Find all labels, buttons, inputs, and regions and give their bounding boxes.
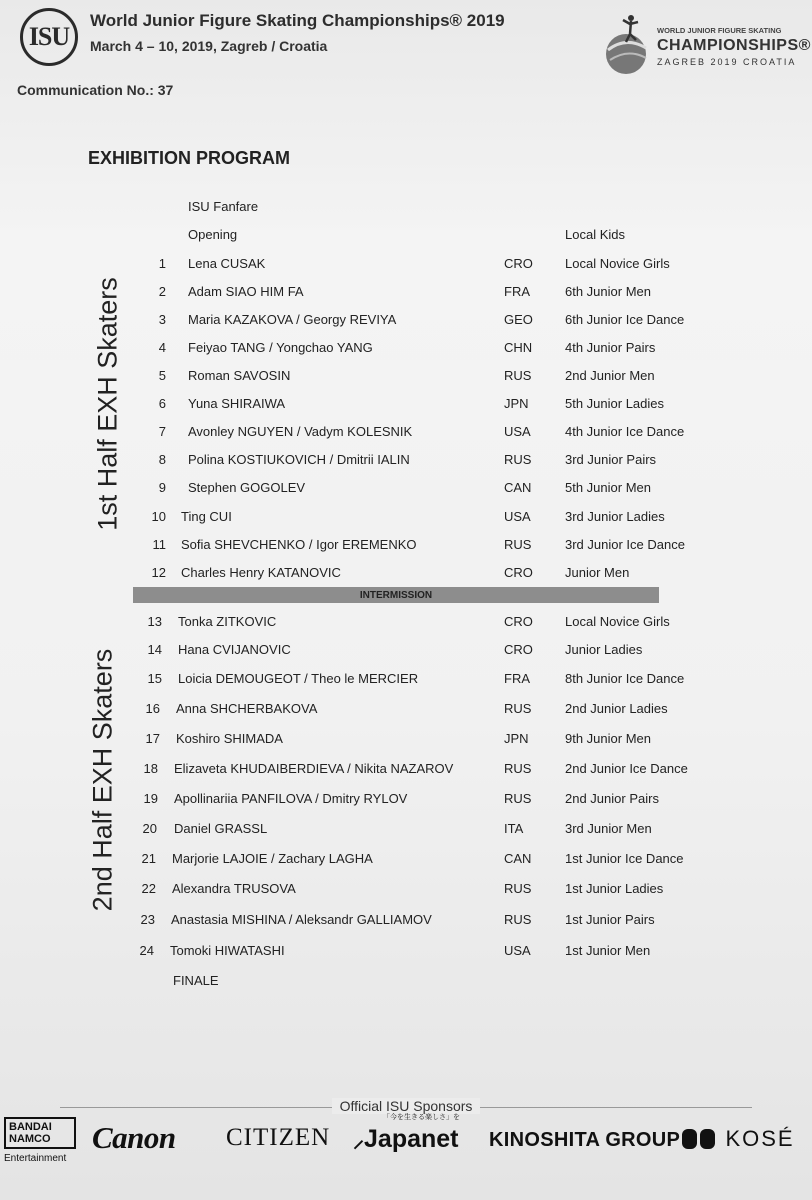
entry-nation: USA (504, 509, 531, 524)
entry-name: Ting CUI (181, 509, 232, 524)
entry-nation: CRO (504, 642, 533, 657)
entry-nation: USA (504, 424, 531, 439)
entry-name: Loicia DEMOUGEOT / Theo le MERCIER (178, 671, 419, 686)
second-half-label: 2nd Half EXH Skaters (87, 648, 118, 912)
entry-name: Lena CUSAK (188, 256, 266, 271)
entry-name: Charles Henry KATANOVIC (181, 565, 341, 580)
entry-result: 2nd Junior Ice Dance (565, 761, 688, 776)
entry-number: 15 (147, 671, 162, 686)
program-row (0, 642, 812, 662)
entry-result: 1st Junior Ice Dance (565, 851, 684, 866)
champ-logo-line2: CHAMPIONSHIPS® (657, 37, 811, 54)
entry-name: ISU Fanfare (188, 199, 259, 214)
entry-nation: USA (504, 943, 531, 958)
entry-name: Daniel GRASSL (174, 821, 268, 836)
entry-result: 4th Junior Pairs (565, 340, 656, 355)
entry-nation: ITA (504, 821, 524, 836)
entry-result: 3rd Junior Ladies (565, 509, 665, 524)
entry-result: 1st Junior Ladies (565, 881, 664, 896)
entry-result: 1st Junior Men (565, 943, 651, 958)
entry-result: 1st Junior Pairs (565, 912, 655, 927)
program-row (0, 537, 812, 557)
sponsors-title-text: Official ISU Sponsors (332, 1098, 481, 1114)
program-row (0, 973, 812, 993)
entry-name: Tomoki HIWATASHI (170, 943, 285, 958)
entry-name: Opening (188, 227, 238, 242)
entry-number: 1 (158, 256, 166, 271)
entry-number: 8 (158, 452, 166, 467)
entry-result: Junior Men (565, 565, 630, 580)
entry-result: Local Novice Girls (565, 256, 670, 271)
citizen-logo: CITIZEN (226, 1124, 331, 1151)
entry-name: Alexandra TRUSOVA (172, 881, 296, 896)
entry-number: 14 (147, 642, 162, 657)
program-row (0, 731, 812, 751)
kose-mark-left-icon (682, 1129, 697, 1149)
program-row (0, 671, 812, 691)
entry-result: 2nd Junior Pairs (565, 791, 659, 806)
entry-result: 2nd Junior Men (565, 368, 655, 383)
entry-number: 7 (158, 424, 166, 439)
entry-name: Avonley NGUYEN / Vadym KOLESNIK (188, 424, 413, 439)
entry-name: Elizaveta KHUDAIBERDIEVA / Nikita NAZAROV (174, 761, 454, 776)
entry-name: Feiyao TANG / Yongchao YANG (188, 340, 373, 355)
entry-nation: RUS (504, 912, 532, 927)
program-row (0, 701, 812, 721)
program-row (0, 424, 812, 444)
program-row (0, 340, 812, 360)
entry-nation: CRO (504, 565, 533, 580)
champ-logo-line1: WORLD JUNIOR FIGURE SKATING (657, 26, 782, 35)
kinoshita-logo: KINOSHITA GROUP (489, 1129, 681, 1151)
program-row (0, 791, 812, 811)
program-row (0, 227, 812, 247)
entry-result: 4th Junior Ice Dance (565, 424, 685, 439)
entry-nation: RUS (504, 368, 532, 383)
entry-nation: CHN (504, 340, 533, 355)
entry-name: Marjorie LAJOIE / Zachary LAGHA (172, 851, 373, 866)
entry-number: 24 (139, 943, 154, 958)
program-row (0, 396, 812, 416)
communication-number: Communication No.: 37 (17, 82, 174, 98)
entry-name: Yuna SHIRAIWA (188, 396, 286, 411)
entry-name: Hana CVIJANOVIC (178, 642, 291, 657)
program-row (0, 368, 812, 388)
entry-nation: CAN (504, 480, 532, 495)
bandai-box (4, 1117, 76, 1149)
entry-result: 2nd Junior Ladies (565, 701, 668, 716)
bandai-line2: NAMCO (9, 1133, 51, 1145)
entry-result: 9th Junior Men (565, 731, 651, 746)
entry-name: Tonka ZITKOVIC (178, 614, 277, 629)
bandai-namco-logo (4, 1117, 76, 1164)
program-row (0, 912, 812, 932)
bandai-sub: Entertainment (4, 1153, 67, 1164)
entry-name: Sofia SHEVCHENKO / Igor EREMENKO (181, 537, 417, 552)
entry-nation: JPN (504, 731, 529, 746)
entry-result: 3rd Junior Pairs (565, 452, 657, 467)
japanet-logo (353, 1112, 481, 1154)
entry-name: Maria KAZAKOVA / Georgy REVIYA (188, 312, 397, 327)
entry-name: Apollinariia PANFILOVA / Dmitry RYLOV (174, 791, 408, 806)
entry-nation: RUS (504, 881, 532, 896)
entry-result: Local Kids (565, 227, 625, 242)
program-row (0, 821, 812, 841)
intermission-bar: INTERMISSION (133, 587, 659, 603)
canon-logo: Canon (92, 1120, 176, 1155)
isu-logo: ISU (20, 8, 78, 66)
championships-logo (600, 8, 811, 88)
entry-nation: GEO (504, 312, 533, 327)
entry-nation: RUS (504, 452, 532, 467)
entry-number: 23 (140, 912, 155, 927)
entry-name: Polina KOSTIUKOVICH / Dmitrii IALIN (188, 452, 410, 467)
japanet-text: Japanet (364, 1125, 459, 1153)
entry-nation: RUS (504, 537, 532, 552)
entry-nation: JPN (504, 396, 529, 411)
japanet-mark-icon: ⸝ (353, 1127, 365, 1152)
entry-nation: CRO (504, 614, 533, 629)
entry-number: 13 (147, 614, 162, 629)
entry-nation: CAN (504, 851, 532, 866)
program-row (0, 312, 812, 332)
entry-number: 21 (141, 851, 156, 866)
entry-nation: RUS (504, 761, 532, 776)
entry-number: 3 (158, 312, 166, 327)
entry-number: 22 (141, 881, 156, 896)
program-row (0, 761, 812, 781)
entry-result: Local Novice Girls (565, 614, 670, 629)
entry-nation: FRA (504, 284, 530, 299)
entry-result: 6th Junior Men (565, 284, 651, 299)
entry-nation: RUS (504, 701, 532, 716)
program-row (0, 256, 812, 276)
entry-name: Anna SHCHERBAKOVA (176, 701, 318, 716)
first-half-label: 1st Half EXH Skaters (92, 277, 123, 531)
japanet-wordmark (353, 1124, 481, 1154)
entry-name: Koshiro SHIMADA (176, 731, 283, 746)
entry-number: 17 (145, 731, 160, 746)
kose-text: KOSÉ (725, 1126, 795, 1151)
entry-number: 19 (143, 791, 158, 806)
entry-nation: CRO (504, 256, 533, 271)
program-row (0, 614, 812, 634)
entry-number: 11 (152, 537, 166, 552)
entry-result: 5th Junior Men (565, 480, 651, 495)
program-row (0, 851, 812, 871)
program-row (0, 509, 812, 529)
entry-number: 18 (143, 761, 158, 776)
entry-number: 20 (142, 821, 157, 836)
entry-result: 3rd Junior Men (565, 821, 652, 836)
program-row (0, 284, 812, 304)
entry-name: Stephen GOGOLEV (188, 480, 306, 495)
entry-nation: RUS (504, 791, 532, 806)
program-row (0, 452, 812, 472)
japanet-tagline: 「今を生きる楽しさ」を (383, 1114, 460, 1121)
program-row (0, 565, 812, 585)
entry-name: Anastasia MISHINA / Aleksandr GALLIAMOV (171, 912, 432, 927)
entry-name: Roman SAVOSIN (188, 368, 291, 383)
entry-number: 4 (158, 340, 166, 355)
entry-number: 6 (158, 396, 166, 411)
kose-logo (682, 1126, 795, 1152)
entry-number: 12 (151, 565, 166, 580)
entry-name: Adam SIAO HIM FA (188, 284, 304, 299)
entry-number: 2 (158, 284, 166, 299)
finale-label: FINALE (173, 973, 219, 988)
page-title: EXHIBITION PROGRAM (88, 148, 291, 168)
entry-nation: FRA (504, 671, 530, 686)
event-title: World Junior Figure Skating Championships® 2019 (90, 11, 505, 30)
entry-number: 5 (158, 368, 166, 383)
program-row (0, 881, 812, 901)
entry-result: 8th Junior Ice Dance (565, 671, 685, 686)
entry-number: 9 (158, 480, 166, 495)
program-row (0, 480, 812, 500)
event-subtitle: March 4 – 10, 2019, Zagreb / Croatia (90, 38, 328, 54)
program-row (0, 943, 812, 963)
bandai-line1: BANDAI (9, 1121, 52, 1133)
entry-number: 10 (151, 509, 166, 524)
kose-mark-right-icon (700, 1129, 715, 1149)
champ-logo-line3: ZAGREB 2019 CROATIA (657, 57, 797, 67)
entry-result: 5th Junior Ladies (565, 396, 665, 411)
entry-number: 16 (145, 701, 160, 716)
program-row (0, 199, 812, 219)
entry-result: 3rd Junior Ice Dance (565, 537, 685, 552)
entry-result: 6th Junior Ice Dance (565, 312, 685, 327)
entry-result: Junior Ladies (565, 642, 643, 657)
skater-globe-icon (600, 12, 656, 76)
